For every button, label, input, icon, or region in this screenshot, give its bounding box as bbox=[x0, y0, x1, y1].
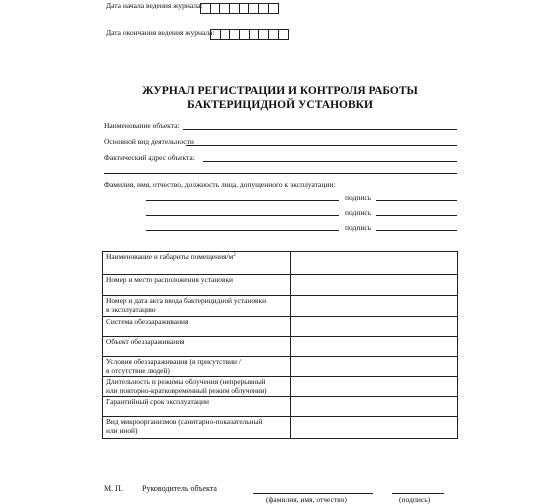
end-date-boxes[interactable] bbox=[210, 29, 289, 40]
person-3-line[interactable] bbox=[146, 230, 339, 231]
row-value-cell[interactable] bbox=[291, 296, 458, 317]
journal-title-line2: БАКТЕРИЦИДНОЙ УСТАНОВКИ bbox=[187, 99, 373, 111]
table-row bbox=[103, 296, 458, 317]
object-name-label: Наименование объекта: bbox=[104, 121, 180, 130]
stamp-label: М. П. bbox=[104, 484, 123, 493]
row-value-cell[interactable] bbox=[291, 357, 458, 377]
table-row bbox=[103, 252, 458, 275]
row-label: Вид микроорганизмов (санитарно-показательный или иной) bbox=[103, 417, 291, 439]
signature-label-1: подпись bbox=[345, 193, 372, 202]
address-line[interactable] bbox=[203, 161, 457, 162]
row-label: Система обеззараживания bbox=[103, 317, 291, 337]
row-label: Длительность и режимы облучения (непрерывный или повторно-кратковременный режим облучения) bbox=[103, 377, 291, 397]
start-date-boxes[interactable] bbox=[200, 3, 279, 14]
row-value-cell[interactable] bbox=[291, 397, 458, 417]
start-date-label: Дата начала ведения журнала: bbox=[106, 1, 203, 10]
row-value-cell[interactable] bbox=[291, 317, 458, 337]
row-label: Номер и место расположения установки bbox=[103, 275, 291, 296]
row-value-cell[interactable] bbox=[291, 275, 458, 296]
signature-1-line[interactable] bbox=[376, 200, 457, 201]
registration-table bbox=[102, 251, 458, 439]
row-value-cell[interactable] bbox=[291, 377, 458, 397]
head-fio-line[interactable] bbox=[253, 493, 373, 494]
table-row bbox=[103, 275, 458, 296]
table-row bbox=[103, 337, 458, 357]
object-name-line[interactable] bbox=[183, 129, 457, 130]
row-label: Объект обеззараживания bbox=[103, 337, 291, 357]
table-row bbox=[103, 357, 458, 377]
row-label: Номер и дата акта ввода бактерицидной установки в эксплуатацию bbox=[103, 296, 291, 317]
table-row bbox=[103, 317, 458, 337]
end-date-label: Дата окончания ведения журнала: bbox=[106, 28, 215, 37]
row-label: Условия обеззараживания (в присутствии / в отсутствие людей) bbox=[103, 357, 291, 377]
person-2-line[interactable] bbox=[146, 215, 339, 216]
table-row bbox=[103, 417, 458, 439]
person-1-line[interactable] bbox=[146, 200, 339, 201]
head-label: Руководитель объекта bbox=[142, 484, 217, 493]
address-line-2[interactable] bbox=[104, 173, 457, 174]
table-row bbox=[103, 397, 458, 417]
journal-title-line1: ЖУРНАЛ РЕГИСТРАЦИИ И КОНТРОЛЯ РАБОТЫ bbox=[142, 85, 418, 97]
address-label: Фактический адрес объекта: bbox=[104, 153, 195, 162]
persons-label: Фамилия, имя, отчество, должность лица, допущенного к эксплуатации: bbox=[104, 180, 336, 189]
activity-line[interactable] bbox=[186, 145, 457, 146]
row-label: Наименование и габариты помещения/$м^2$ bbox=[103, 252, 291, 275]
row-value-cell[interactable] bbox=[291, 252, 458, 275]
signature-label-3: подпись bbox=[345, 223, 372, 232]
signature-2-line[interactable] bbox=[376, 215, 457, 216]
sign-caption: (подпись) bbox=[399, 495, 431, 504]
row-value-cell[interactable] bbox=[291, 417, 458, 439]
activity-label: Основной вид деятельности bbox=[104, 137, 194, 146]
signature-label-2: подпись bbox=[345, 208, 372, 217]
head-signature-line[interactable] bbox=[392, 493, 444, 494]
row-value-cell[interactable] bbox=[291, 337, 458, 357]
signature-3-line[interactable] bbox=[376, 230, 457, 231]
row-label: Гарантийный срок эксплуатации bbox=[103, 397, 291, 417]
fio-caption: (фамилия, имя, отчество) bbox=[266, 495, 347, 504]
table-row bbox=[103, 377, 458, 397]
